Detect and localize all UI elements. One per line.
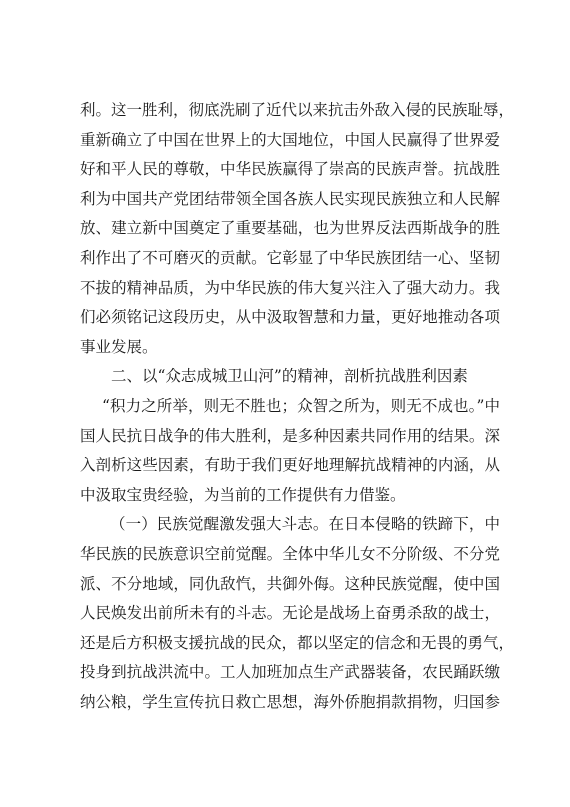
paragraph-line: 国人民抗日战争的伟大胜利，是多种因素共同作用的结果。深 xyxy=(80,426,500,445)
paragraph-line: 利。这一胜利，彻底洗刷了近代以来抗击外敌入侵的民族耻辱， xyxy=(80,101,515,119)
paragraph-line: 纳公粮，学生宣传抗日救亡思想，海外侨胞捐款捐物，归国参 xyxy=(80,692,500,711)
paragraph-line: 还是后方积极支援抗战的民众，都以坚定的信念和无畏的勇气， xyxy=(80,633,515,652)
paragraph-line: 人民焕发出前所未有的斗志。无论是战场上奋勇杀敌的战士， xyxy=(80,604,500,623)
paragraph-line: 们必须铭记这段历史，从中汲取智慧和力量，更好地推动各项 xyxy=(80,308,500,327)
paragraph-line: 中汲取宝贵经验，为当前的工作提供有力借鉴。 xyxy=(80,485,406,504)
paragraph-line: 入剖析这些因素，有助于我们更好地理解抗战精神的内涵，从 xyxy=(80,456,500,475)
paragraph-line: 事业发展。 xyxy=(80,337,158,356)
section-heading: 二、以“众志成城卫山河”的精神，剖析抗战胜利因素 xyxy=(111,367,468,386)
paragraph-line: 放、建立新中国奠定了重要基础，也为世界反法西斯战争的胜 xyxy=(80,219,500,238)
paragraph-line: 利为中国共产党团结带领全国各族人民实现民族独立和人民解 xyxy=(80,189,500,208)
paragraph-line: 投身到抗战洪流中。工人加班加点生产武器装备，农民踊跃缴 xyxy=(80,663,500,682)
paragraph-line: 好和平人民的尊敬，中华民族赢得了崇高的民族声誉。抗战胜 xyxy=(80,160,500,179)
paragraph-line: 不拔的精神品质，为中华民族的伟大复兴注入了强大动力。我 xyxy=(80,278,500,297)
paragraph-line: 华民族的民族意识空前觉醒。全体中华儿女不分阶级、不分党 xyxy=(80,544,500,563)
paragraph-line: “积力之所举，则无不胜也；众智之所为，则无不成也。”中 xyxy=(102,396,500,415)
paragraph-line: 派、不分地域，同仇敌忾，共御外侮。这种民族觉醒，使中国 xyxy=(80,574,500,593)
paragraph-line: 重新确立了中国在世界上的大国地位，中国人民赢得了世界爱 xyxy=(80,130,500,149)
paragraph-line: 利作出了不可磨灭的贡献。它彰显了中华民族团结一心、坚韧 xyxy=(80,248,500,267)
body-text xyxy=(80,96,515,717)
subsection-line: （一）民族觉醒激发强大斗志。在日本侵略的铁蹄下，中 xyxy=(110,515,500,534)
